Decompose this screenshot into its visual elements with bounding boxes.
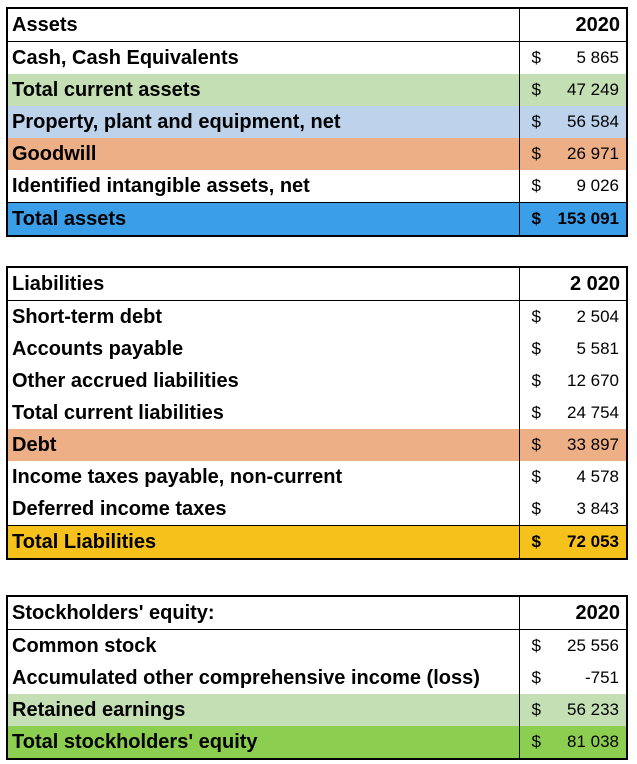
row-amount: 56 584 [567, 112, 619, 131]
assets-header-row [7, 8, 627, 42]
row-value-cell [519, 397, 627, 429]
row-label: Goodwill [7, 138, 519, 170]
liabilities-table [6, 266, 628, 560]
table-row [7, 694, 627, 726]
row-amount: 5 865 [576, 48, 619, 67]
row-label: Total current assets [7, 74, 519, 106]
row-amount: 5 581 [576, 339, 619, 358]
liabilities-header-row [7, 267, 627, 301]
row-value-cell [519, 74, 627, 106]
row-value-cell [519, 365, 627, 397]
table-row [7, 106, 627, 138]
row-amount: 12 670 [567, 371, 619, 390]
table-row [7, 630, 627, 663]
row-amount: 153 091 [557, 209, 619, 228]
row-amount: 4 578 [576, 467, 619, 486]
table-row [7, 170, 627, 203]
row-amount: -751 [584, 668, 619, 687]
currency-symbol: $ [531, 176, 541, 195]
table-row [7, 301, 627, 334]
row-value-cell [519, 662, 627, 694]
row-amount: 3 843 [576, 499, 619, 518]
row-label: Common stock [7, 630, 519, 663]
table-row [7, 429, 627, 461]
table-row [7, 333, 627, 365]
currency-symbol: $ [531, 467, 541, 486]
row-label: Short-term debt [7, 301, 519, 334]
row-value-cell [519, 170, 627, 203]
row-label: Identified intangible assets, net [7, 170, 519, 203]
equity-header-year: 2020 [519, 596, 627, 630]
currency-symbol: $ [531, 144, 541, 163]
row-label: Accumulated other comprehensive income (loss) [7, 662, 519, 694]
currency-symbol: $ [531, 209, 541, 228]
table-row [7, 203, 627, 237]
table-row [7, 662, 627, 694]
row-amount: 56 233 [567, 700, 619, 719]
currency-symbol: $ [531, 371, 541, 390]
row-amount: 26 971 [567, 144, 619, 163]
table-row [7, 526, 627, 560]
row-amount: 9 026 [576, 176, 619, 195]
equity-header-row [7, 596, 627, 630]
row-value-cell [519, 333, 627, 365]
row-label: Accounts payable [7, 333, 519, 365]
equity-table [6, 595, 628, 760]
row-value-cell [519, 726, 627, 759]
table-row [7, 138, 627, 170]
row-value-cell [519, 301, 627, 334]
liabilities-header-label: Liabilities [7, 267, 519, 301]
table-row [7, 365, 627, 397]
row-value-cell [519, 493, 627, 526]
assets-table-body [7, 8, 627, 236]
row-value-cell [519, 461, 627, 493]
liabilities-header-year: 2 020 [519, 267, 627, 301]
row-value-cell [519, 429, 627, 461]
row-label: Retained earnings [7, 694, 519, 726]
row-label: Total Liabilities [7, 526, 519, 560]
currency-symbol: $ [531, 112, 541, 131]
row-amount: 2 504 [576, 307, 619, 326]
assets-header-year: 2020 [519, 8, 627, 42]
table-row [7, 42, 627, 75]
equity-header-label: Stockholders' equity: [7, 596, 519, 630]
currency-symbol: $ [531, 732, 541, 751]
currency-symbol: $ [531, 499, 541, 518]
currency-symbol: $ [531, 435, 541, 454]
row-label: Total current liabilities [7, 397, 519, 429]
row-label: Deferred income taxes [7, 493, 519, 526]
assets-header-label: Assets [7, 8, 519, 42]
row-label: Cash, Cash Equivalents [7, 42, 519, 75]
row-value-cell [519, 203, 627, 237]
currency-symbol: $ [531, 307, 541, 326]
row-amount: 24 754 [567, 403, 619, 422]
currency-symbol: $ [531, 48, 541, 67]
row-label: Total stockholders' equity [7, 726, 519, 759]
table-row [7, 461, 627, 493]
currency-symbol: $ [531, 532, 541, 551]
row-value-cell [519, 106, 627, 138]
table-row [7, 397, 627, 429]
row-amount: 47 249 [567, 80, 619, 99]
table-row [7, 74, 627, 106]
currency-symbol: $ [531, 636, 541, 655]
row-amount: 25 556 [567, 636, 619, 655]
row-value-cell [519, 42, 627, 75]
liabilities-table-body [7, 267, 627, 559]
row-label: Debt [7, 429, 519, 461]
currency-symbol: $ [531, 339, 541, 358]
row-value-cell [519, 694, 627, 726]
assets-table [6, 7, 628, 237]
row-label: Property, plant and equipment, net [7, 106, 519, 138]
currency-symbol: $ [531, 80, 541, 99]
row-value-cell [519, 138, 627, 170]
row-amount: 33 897 [567, 435, 619, 454]
equity-table-body [7, 596, 627, 759]
row-label: Total assets [7, 203, 519, 237]
currency-symbol: $ [531, 700, 541, 719]
table-row [7, 726, 627, 759]
row-value-cell [519, 630, 627, 663]
currency-symbol: $ [531, 668, 541, 687]
row-value-cell [519, 526, 627, 560]
table-row [7, 493, 627, 526]
currency-symbol: $ [531, 403, 541, 422]
row-label: Income taxes payable, non-current [7, 461, 519, 493]
row-amount: 81 038 [567, 732, 619, 751]
row-amount: 72 053 [567, 532, 619, 551]
row-label: Other accrued liabilities [7, 365, 519, 397]
